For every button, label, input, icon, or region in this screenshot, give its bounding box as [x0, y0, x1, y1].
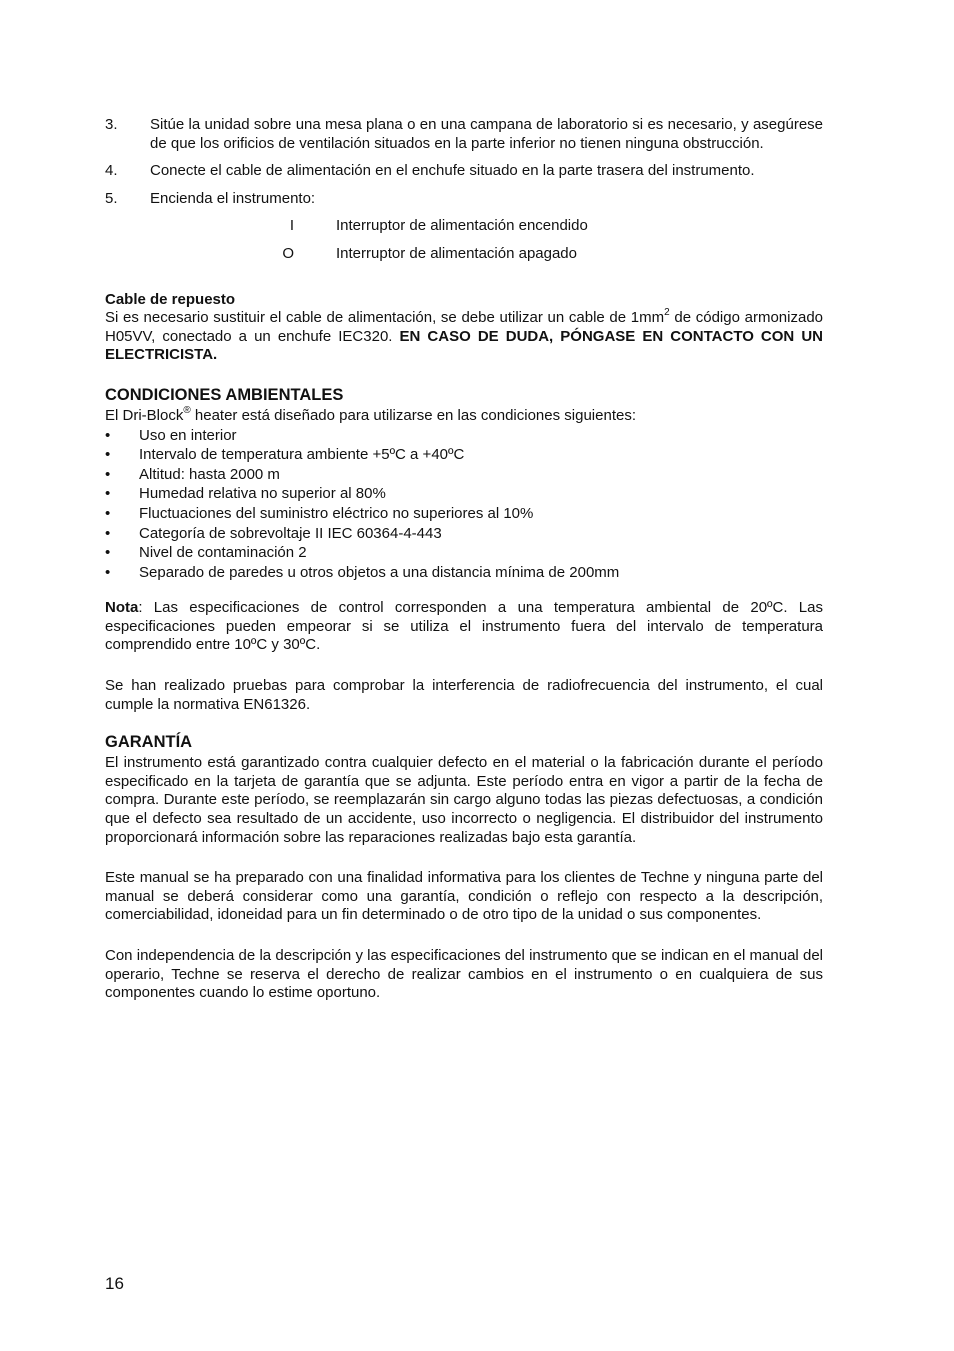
note-paragraph: Nota: Las especificaciones de control corresponden a una temperatura ambiental de 20ºC. Las especificaciones pueden empeorar si se utiliza el instrumento fuera del intervalo de temperatura comprendido entre 10ºC y 30ºC. [105, 599, 823, 654]
step-text: Encienda el instrumento: [150, 189, 316, 207]
list-item: • Intervalo de temperatura ambiente +5ºC a +40ºC [105, 446, 465, 464]
note-label: Nota [105, 599, 139, 617]
bullet: • [105, 426, 111, 444]
step-text: Conecte el cable de alimentación en el enchufe situado en la parte trasera del instrumento. [150, 162, 755, 180]
bullet: • [105, 544, 111, 562]
switch-symbol: I [289, 217, 294, 235]
section-heading-warranty: GARANTÍA [105, 733, 193, 752]
disclaimer-paragraph: Este manual se ha preparado con una finalidad informativa para los clientes de Techne y ninguna parte del manual se deberá considerar como una garantía, condición o reflejo con respecto a la descripción, comerciabilidad, idoneidad para un fin determinado o de otro tipo de la unidad o sus componentes. [105, 869, 823, 924]
list-item: • Categoría de sobrevoltaje II IEC 60364-4-443 [105, 524, 442, 542]
list-item: • Separado de paredes u otros objetos a una distancia mínima de 200mm [105, 563, 620, 581]
switch-states [105, 217, 823, 263]
step-number: 5. [105, 189, 118, 207]
switch-description: Interruptor de alimentación apagado [336, 244, 577, 262]
bullet: • [105, 465, 111, 483]
list-item: • Nivel de contaminación 2 [105, 544, 307, 562]
conditions-list [105, 426, 823, 583]
switch-description: Interruptor de alimentación encendido [336, 217, 588, 235]
bullet: • [105, 563, 111, 581]
list-item [105, 116, 823, 153]
list-item: • Fluctuaciones del suministro eléctrico no superiores al 10% [105, 504, 534, 522]
bullet: • [105, 524, 111, 542]
list-item: • Humedad relativa no superior al 80% [105, 485, 386, 503]
rf-paragraph: Se han realizado pruebas para comprobar la interferencia de radiofrecuencia del instrumento, el cual cumple la normativa EN61326. [105, 677, 823, 713]
list-item: • Altitud: hasta 2000 m [105, 465, 280, 483]
environment-intro: El Dri-Block® heater está diseñado para utilizarse en las condiciones siguientes: [105, 404, 636, 424]
page-content [105, 116, 823, 1003]
bullet: • [105, 446, 111, 464]
setup-steps [105, 116, 823, 208]
changes-paragraph: Con independencia de la descripción y las especificaciones del instrumento que se indican en el manual del operario, Techne se reserva el derecho de realizar cambios en el instrumento o en cualquiera de sus componentes cuando lo estime oportuno. [105, 947, 823, 1002]
cable-warning: EN CASO DE DUDA, PÓNGASE EN CONTACTO CON UN ELECTRICISTA. [105, 327, 823, 364]
section-heading-environment: CONDICIONES AMBIENTALES [105, 385, 344, 404]
switch-symbol: O [282, 244, 294, 262]
step-text: Sitúe la unidad sobre una mesa plana o en una campana de laboratorio si es necesario, y asegúrese de que los orificios de ventilación situados en la parte inferior no tienen ninguna obstrucción. [150, 116, 823, 152]
cable-heading: Cable de repuesto [105, 290, 236, 308]
list-item: • Uso en interior [105, 426, 237, 444]
step-number: 4. [105, 162, 118, 180]
list-item [105, 190, 823, 209]
warranty-paragraph: El instrumento está garantizado contra cualquier defecto en el material o la fabricación durante el período especificado en la tarjeta de garantía que se adjunta. Este período entra en vigor a partir de la fecha de compra. Durante este período, se reemplazarán sin cargo alguno todas las piezas defectuosas, a condición que el defecto sea resultado de un accidente, uso incorrecto o negligencia. El distribuidor del instrumento proporcionará información sobre las reparaciones realizadas bajo esta garantía. [105, 754, 823, 846]
list-item [105, 162, 823, 181]
step-number: 3. [105, 116, 118, 133]
cable-paragraph: Si es necesario sustituir el cable de alimentación, se debe utilizar un cable de $1mm^2$ de código armonizado H05VV, conectado a un enchufe IEC320. EN CASO DE DUDA, PÓNGASE EN CONTACTO CON UN ELECTRICISTA. [105, 307, 824, 364]
bullet: • [105, 504, 111, 522]
bullet: • [105, 485, 111, 503]
switch-state-off [105, 245, 823, 264]
switch-state-on [105, 217, 823, 236]
page-number: 16 [105, 1274, 124, 1293]
